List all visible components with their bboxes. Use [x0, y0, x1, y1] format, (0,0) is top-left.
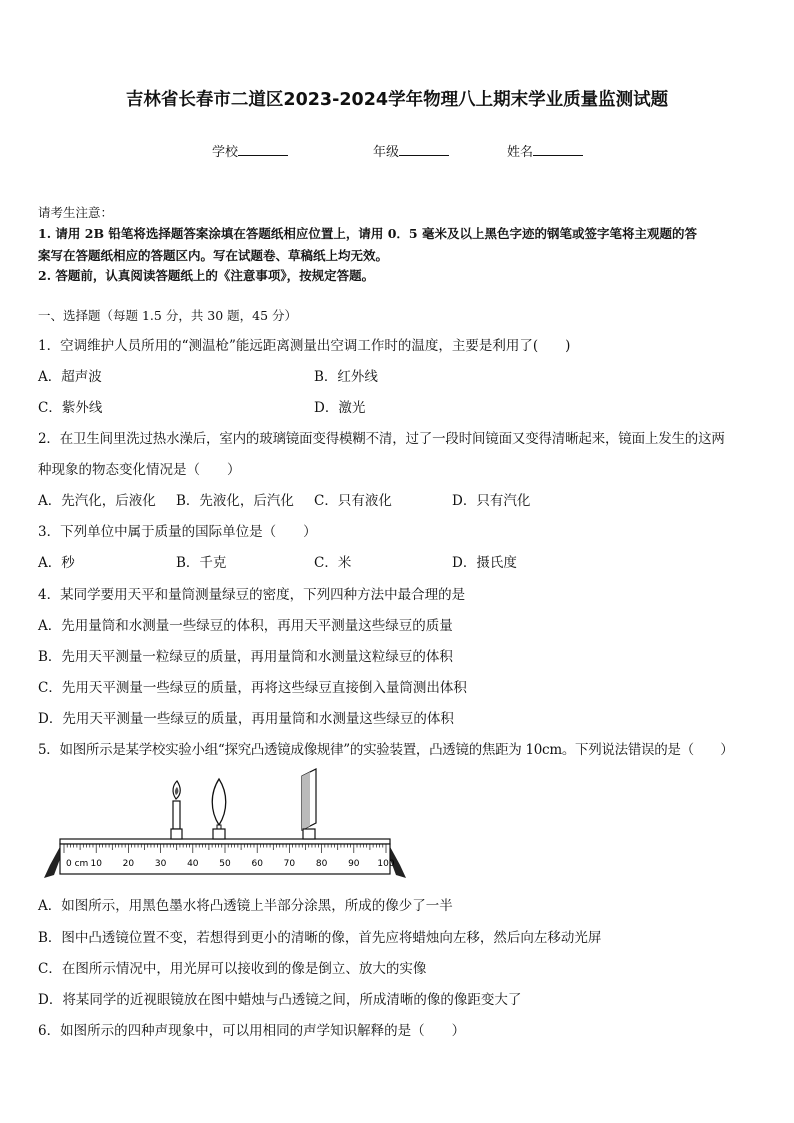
option[interactable]: A．先汽化，后液化 [38, 493, 156, 509]
grade-blank[interactable] [399, 143, 449, 156]
name-label: 姓名 [507, 145, 534, 160]
name-field [507, 141, 583, 160]
ruler-tick-label: 90 [348, 859, 360, 869]
grade-label: 年级 [373, 145, 400, 160]
notice-item: 1. 请用 2B 铅笔将选择题答案涂填在答题纸相应位置上，请用 0．5 毫米及以上黑色字迹的钢笔或签字笔将主观题的答 [38, 226, 697, 241]
option[interactable]: D．先用天平测量一些绿豆的质量，再用量筒和水测量这些绿豆的体积 [38, 711, 454, 727]
rail-top [60, 839, 390, 844]
candle [171, 781, 182, 839]
school-field [212, 141, 288, 160]
option[interactable]: B．红外线 [314, 369, 378, 385]
convex-lens [212, 779, 226, 839]
question-stem: 种现象的物态变化情况是（ ） [38, 462, 241, 478]
ruler-tick-label: 100 [377, 859, 395, 869]
option[interactable]: C．紫外线 [38, 400, 103, 416]
question-stem: 6．如图所示的四种声现象中，可以用相同的声学知识解释的是（ ） [38, 1023, 466, 1039]
name-blank[interactable] [533, 143, 583, 156]
school-blank[interactable] [238, 143, 288, 156]
ruler-tick-label: 70 [283, 859, 296, 869]
option[interactable]: B．千克 [176, 555, 227, 571]
ruler-tick-label: 80 [315, 859, 328, 869]
question-stem: 2．在卫生间里洗过热水澡后，室内的玻璃镜面变得模糊不清，过了一段时间镜面又变得清晰起来，镜面上发生的这两 [38, 431, 725, 447]
question-stem: 1．空调维护人员所用的“测温枪”能远距离测量出空调工作时的温度，主要是利用了( ) [38, 338, 571, 354]
ruler-tick-label: 50 [219, 859, 231, 869]
question-stem: 3．下列单位中属于质量的国际单位是（ ） [38, 524, 317, 540]
option[interactable]: D．激光 [314, 400, 366, 416]
option[interactable]: D．将某同学的近视眼镜放在图中蜡烛与凸透镜之间，所成清晰的像的像距变大了 [38, 992, 522, 1008]
option[interactable]: B．图中凸透镜位置不变，若想得到更小的清晰的像，首先应将蜡烛向左移，然后向左移动光屏 [38, 930, 602, 946]
ruler-tick-label: 0 cm [66, 859, 89, 869]
option[interactable]: A．超声波 [38, 369, 102, 385]
light-screen [302, 769, 316, 839]
option[interactable]: A．先用量筒和水测量一些绿豆的体积，再用天平测量这些绿豆的质量 [38, 618, 453, 634]
option[interactable]: B．先用天平测量一粒绿豆的质量，再用量筒和水测量这粒绿豆的体积 [38, 649, 453, 665]
option[interactable]: D．只有汽化 [452, 493, 531, 509]
ruler-tick-label: 60 [251, 859, 263, 869]
option[interactable]: A．如图所示，用黑色墨水将凸透镜上半部分涂黑，所成的像少了一半 [38, 898, 453, 914]
option[interactable]: C．先用天平测量一些绿豆的质量，再将这些绿豆直接倒入量筒测出体积 [38, 680, 467, 696]
ruler-tick-label: 40 [187, 859, 199, 869]
option[interactable]: A．秒 [38, 555, 75, 571]
option[interactable]: C．米 [314, 555, 352, 571]
school-label: 学校 [212, 145, 239, 160]
notice-heading: 请考生注意： [38, 205, 114, 220]
grade-field [373, 141, 449, 160]
optical-bench-figure [40, 763, 410, 888]
option[interactable]: C．在图所示情况中，用光屏可以接收到的像是倒立、放大的实像 [38, 961, 427, 977]
ruler-tick-label: 10 [90, 859, 102, 869]
question-stem: 4．某同学要用天平和量筒测量绿豆的密度，下列四种方法中最合理的是 [38, 587, 466, 603]
option[interactable]: C．只有液化 [314, 493, 392, 509]
ruler-tick-label: 30 [154, 859, 167, 869]
option[interactable]: B．先液化，后汽化 [176, 493, 294, 509]
notice-item: 案写在答题纸相应的答题区内。写在试题卷、草稿纸上均无效。 [38, 248, 389, 263]
question-stem: 5．如图所示是某学校实验小组“探究凸透镜成像规律”的实验装置，凸透镜的焦距为 10cm。下列说法错误的是（ ） [38, 742, 734, 758]
exam-title: 吉林省长春市二道区2023-2024学年物理八上期末学业质量监测试题 [125, 90, 669, 110]
notice-item: 2. 答题前，认真阅读答题纸上的《注意事项》，按规定答题。 [38, 268, 375, 283]
option[interactable]: D．摄氏度 [452, 555, 517, 571]
ruler-tick-label: 20 [122, 859, 135, 869]
section-heading: 一、选择题（每题 1.5 分，共 30 题，45 分） [38, 308, 298, 323]
